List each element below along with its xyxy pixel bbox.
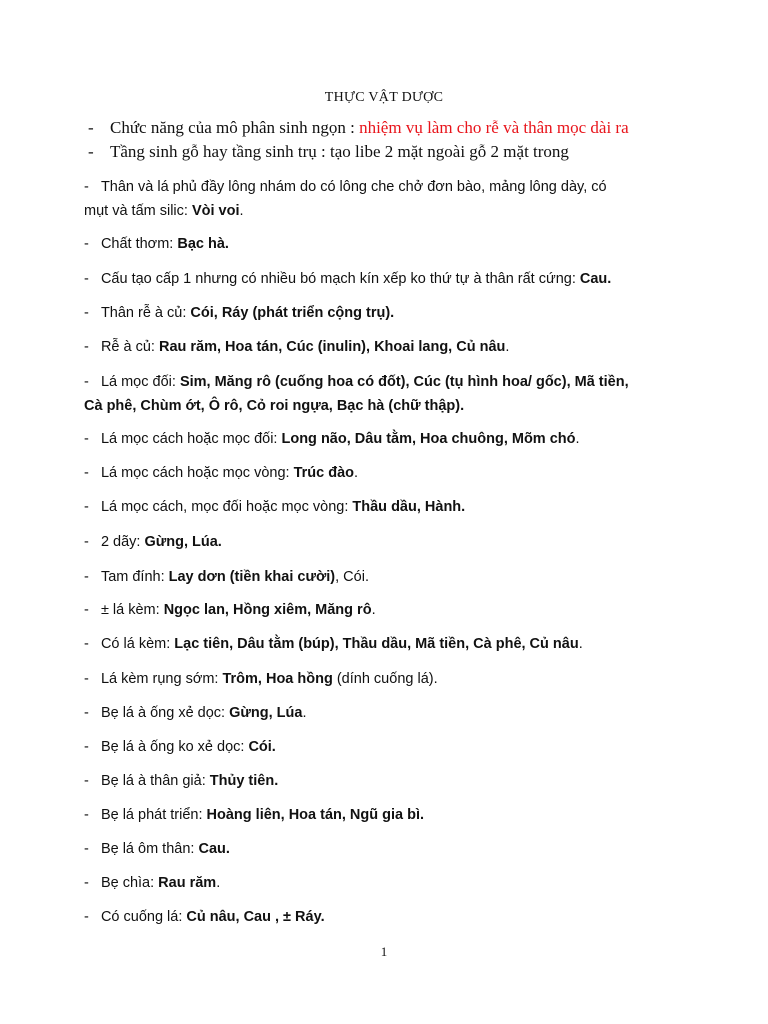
list-item: - Có cuống lá: Củ nâu, Cau , ± Ráy. xyxy=(84,909,325,925)
intro-label: Chức năng của mô phân sinh ngọn : xyxy=(110,118,360,137)
list-item: - Bẹ lá ôm thân: Cau. xyxy=(84,841,230,857)
list-item: - Bẹ chìa: Rau răm. xyxy=(84,875,221,891)
list-item: - Thân và lá phủ đầy lông nhám do có lông che chở đơn bào, mảng lông dày, có mụt và tấm silic: Vòi voi. xyxy=(84,179,607,219)
list-item: - Cấu tạo cấp 1 nhưng có nhiều bó mạch kín xếp ko thứ tự à thân rất cứng: Cau. xyxy=(84,271,612,287)
list-item: - Tam đính: Lay dơn (tiền khai cười), Cói. xyxy=(84,569,369,585)
list-item: - Thân rễ à củ: Cói, Ráy (phát triển cộng trụ). xyxy=(84,305,395,321)
list-item: - Lá mọc cách hoặc mọc đối: Long não, Dâu tằm, Hoa chuông, Mõm chó. xyxy=(84,431,580,447)
list-item: - 2 dãy: Gừng, Lúa. xyxy=(84,534,222,550)
list-item: - Lá mọc cách, mọc đối hoặc mọc vòng: Thầu dầu, Hành. xyxy=(84,499,466,515)
list-item: - Bẹ lá à ống xẻ dọc: Gừng, Lúa. xyxy=(84,705,307,721)
intro-label: Tầng sinh gỗ hay tầng sinh trụ : tạo libe 2 mặt ngoài gỗ 2 mặt trong xyxy=(110,142,569,161)
page-title: THỰC VẬT DƯỢC xyxy=(324,90,444,105)
intro-highlight: nhiệm vụ làm cho rễ và thân mọc dài ra xyxy=(359,118,629,137)
list-item: - ± lá kèm: Ngọc lan, Hồng xiêm, Măng rô. xyxy=(84,602,376,618)
intro-line-1 xyxy=(88,118,629,138)
list-item: - Lá mọc cách hoặc mọc vòng: Trúc đào. xyxy=(84,465,359,481)
intro-line-2 xyxy=(88,142,569,162)
bullet-dash: - xyxy=(88,142,94,161)
list-item: - Bẹ lá phát triển: Hoàng liên, Hoa tán, Ngũ gia bì. xyxy=(84,807,425,823)
list-item: - Lá kèm rụng sớm: Trôm, Hoa hồng (dính cuống lá). xyxy=(84,671,438,687)
list-item: - Có lá kèm: Lạc tiên, Dâu tằm (búp), Thầu dầu, Mã tiền, Cà phê, Củ nâu. xyxy=(84,636,583,652)
page-number: 1 xyxy=(380,944,388,959)
list-item: - Bẹ lá à thân giả: Thủy tiên. xyxy=(84,773,279,789)
list-item: - Rễ à củ: Rau răm, Hoa tán, Cúc (inulin), Khoai lang, Củ nâu. xyxy=(84,339,510,355)
list-item: - Bẹ lá à ống ko xẻ dọc: Cói. xyxy=(84,739,276,755)
list-item: - Lá mọc đối: Sim, Măng rô (cuống hoa có đốt), Cúc (tụ hình hoa/ gốc), Mã tiền, Cà phê, Chùm ớt, Ô rô, Cỏ roi ngựa, Bạc hà (chữ thập). xyxy=(84,374,629,414)
bullet-dash: - xyxy=(88,118,94,137)
list-item: - Chất thơm: Bạc hà. xyxy=(84,236,229,252)
